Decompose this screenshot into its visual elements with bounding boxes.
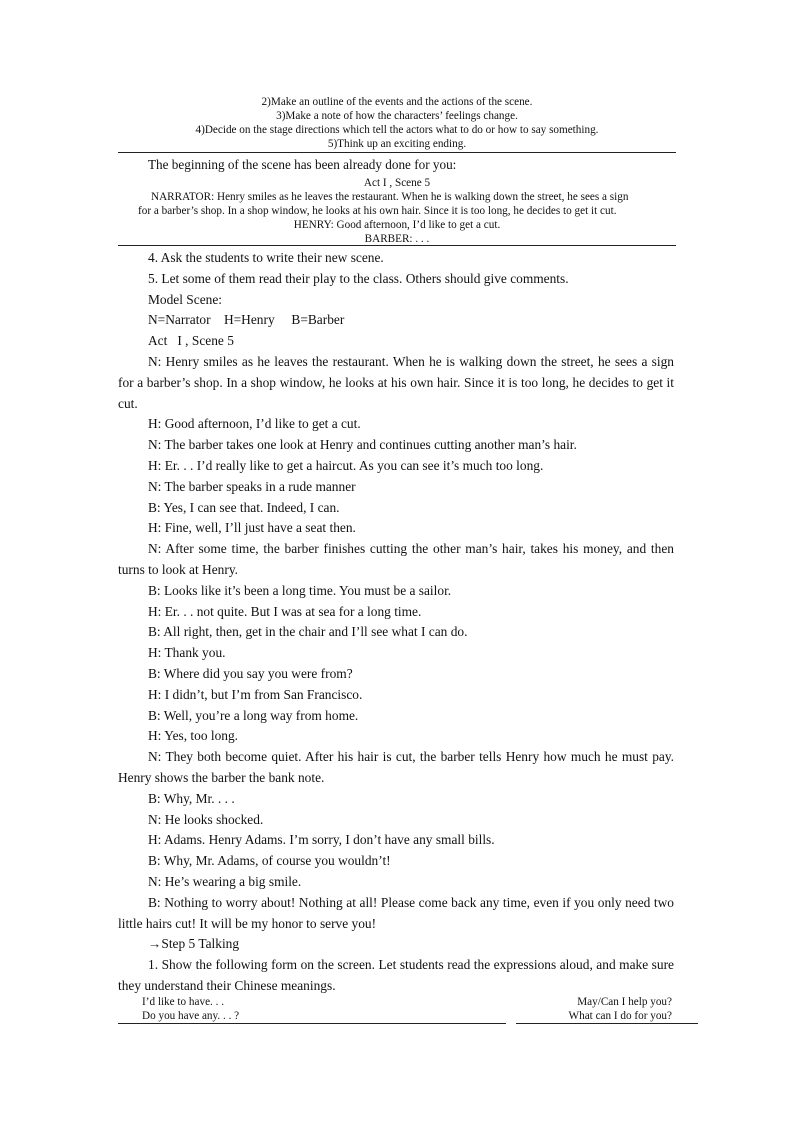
- dialogue-line: B: Looks like it’s been a long time. You must be a sailor.: [148, 582, 452, 598]
- dialogue-line: H: Fine, well, I’ll just have a seat then.: [148, 520, 356, 536]
- model-cast: N=Narrator H=Henry B=Barber: [148, 312, 345, 328]
- task-steps: [118, 95, 676, 151]
- step5-heading: →Step 5 Talking: [148, 936, 240, 952]
- beginning-narrator-line-1: NARRATOR: Henry smiles as he leaves the restaurant. When he is walking down the street, he sees a sign: [151, 191, 629, 203]
- table-rule-left: [118, 1023, 506, 1024]
- table-rule-right: [516, 1023, 698, 1024]
- beginning-barber-line: BARBER: . . .: [364, 233, 430, 245]
- table-right-cell-1: May/Can I help you?: [577, 996, 672, 1008]
- table-right-cell-2: What can I do for you?: [568, 1010, 672, 1022]
- step-2: 2)Make an outline of the events and the actions of the scene.: [261, 96, 533, 108]
- dialogue-line: B: Where did you say you were from?: [148, 665, 353, 681]
- dialogue-line: N: He’s wearing a big smile.: [148, 873, 302, 889]
- beginning-henry-line: HENRY: Good afternoon, I’d like to get a cut.: [293, 219, 501, 231]
- dialogue-line: B: Why, Mr. Adams, of course you wouldn’t!: [148, 853, 391, 869]
- dialogue-line: N: Henry smiles as he leaves the restaurant. When he is walking down the street, he sees a sign for a barber’s shop. In a shop window, he looks at his own hair. Since it is too long, he decides to get it cut.: [118, 353, 674, 411]
- dialogue-line: H: Thank you.: [148, 645, 226, 661]
- model-act: Act I , Scene 5: [148, 333, 234, 349]
- dialogue-line: H: Adams. Henry Adams. I’m sorry, I don’t have any small bills.: [148, 832, 495, 848]
- lesson-body: [118, 248, 674, 997]
- dialogue-line: N: They both become quiet. After his hair is cut, the barber tells Henry how much he must pay. Henry shows the barber the bank note.: [118, 749, 674, 785]
- scene-beginning-box: [118, 156, 676, 246]
- dialogue-line: H: Good afternoon, I’d like to get a cut.: [148, 416, 361, 432]
- beginning-narrator-line-2: for a barber’s shop. In a shop window, he looks at his own hair. Since it is too long, he decides to get it cut.: [138, 205, 617, 217]
- dialogue-line: H: Er. . . not quite. But I was at sea for a long time.: [148, 603, 422, 619]
- divider-top: [118, 152, 676, 153]
- dialogue-line: N: The barber takes one look at Henry and continues cutting another man’s hair.: [148, 437, 577, 453]
- instruction-5: 5. Let some of them read their play to the class. Others should give comments.: [148, 270, 569, 286]
- dialogue-line: H: Er. . . I’d really like to get a haircut. As you can see it’s much too long.: [148, 457, 544, 473]
- beginning-intro: The beginning of the scene has been already done for you:: [148, 157, 457, 172]
- table-left-cell-1: I’d like to have. . .: [142, 996, 225, 1008]
- dialogue-line: H: I didn’t, but I’m from San Francisco.: [148, 686, 363, 702]
- dialogue-line: B: Why, Mr. . . .: [148, 790, 235, 806]
- dialogue-line: N: After some time, the barber finishes cutting the other man’s hair, takes his money, and then turns to look at Henry.: [118, 541, 674, 577]
- dialogue-line: H: Yes, too long.: [148, 728, 239, 744]
- model-scene-heading: Model Scene:: [148, 291, 223, 307]
- step-5: 5)Think up an exciting ending.: [327, 138, 467, 150]
- dialogue-line: B: Yes, I can see that. Indeed, I can.: [148, 499, 340, 515]
- dialogue-line: B: Nothing to worry about! Nothing at all! Please come back any time, even if you only need two little hairs cut! It will be my honor to serve you!: [118, 894, 674, 931]
- step-3: 3)Make a note of how the characters’ feelings change.: [276, 110, 518, 122]
- beginning-act: Act I , Scene 5: [363, 177, 431, 189]
- instruction-4: 4. Ask the students to write their new scene.: [148, 250, 384, 265]
- dialogue-line: N: He looks shocked.: [148, 811, 264, 827]
- dialogue-line: B: All right, then, get in the chair and I’ll see what I can do.: [148, 624, 468, 640]
- table-left-cell-2: Do you have any. . . ?: [142, 1010, 240, 1022]
- step5-item-1: 1. Show the following form on the screen. Let students read the expressions aloud, and make sure they understand their Chinese meanings.: [118, 957, 674, 993]
- step-4: 4)Decide on the stage directions which tell the actors what to do or how to say something.: [195, 124, 599, 136]
- dialogue-line: B: Well, you’re a long way from home.: [148, 707, 359, 723]
- dialogue-line: N: The barber speaks in a rude manner: [148, 478, 356, 494]
- divider-bottom: [118, 245, 676, 246]
